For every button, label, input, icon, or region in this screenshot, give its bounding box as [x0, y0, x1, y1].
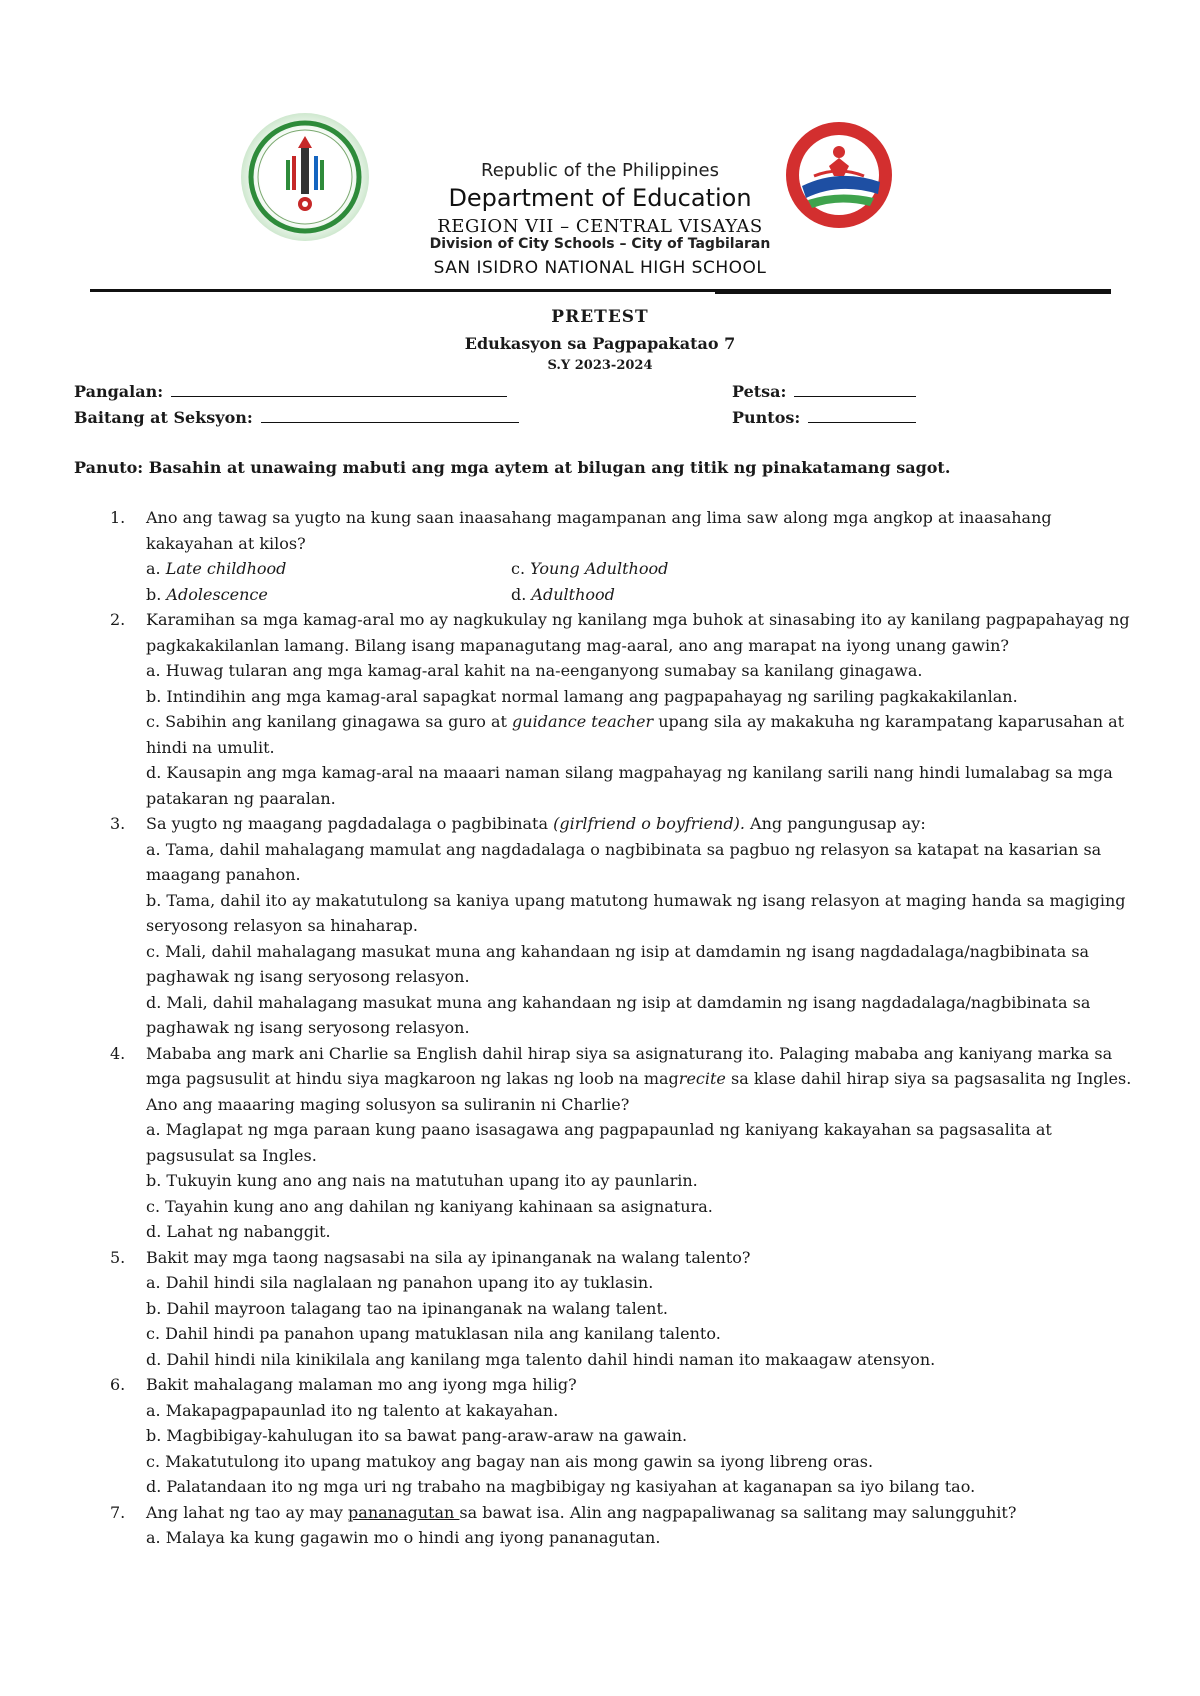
choice-d[interactable]: d. Lahat ng nabanggit. — [146, 1222, 331, 1241]
question-number: 1. — [110, 508, 126, 527]
question-text: Ano ang tawag sa yugto na kung saan inaasahang magampanan ang lima saw along mga angkop at inaasahang kakayahan at kilos? — [146, 508, 1052, 553]
choice-c[interactable]: c. Mali, dahil mahalagang masukat muna ang kahandaan ng isip at damdamin ng isang nagdadalaga/nagbibinata sa paghawak ng isang seryosong relasyon. — [146, 941, 1090, 986]
choice-a[interactable]: a. Tama, dahil mahalagang mamulat ang nagdadalaga o nagbibinata sa pagbuo ng relasyon sa katapat na kasarian sa maagang panahon. — [146, 839, 1102, 884]
division-line: Division of City Schools – City of Tagbilaran — [429, 236, 771, 252]
question-2 — [0, 607, 1200, 811]
region-line: REGION VII – CENTRAL VISAYAS — [437, 216, 763, 237]
exam-title: PRETEST — [551, 307, 649, 327]
question-text: Bakit mahalagang malaman mo ang iyong mga hilig? — [146, 1375, 577, 1394]
grade-section-label: Baitang at Seksyon: — [74, 408, 253, 427]
question-text: Ang lahat ng tao ay may pananagutan sa bawat isa. Alin ang nagpapaliwanag sa salitang may salungguhit? — [146, 1502, 1017, 1522]
choice-b[interactable]: b. Intindihin ang mga kamag-aral sapagkat normal lamang ang pagpapahayag ng sariling pagkakakilanlan. — [146, 686, 1018, 706]
question-6 — [0, 1372, 1200, 1500]
question-1 — [0, 505, 1200, 607]
question-number: 2. — [110, 610, 126, 629]
question-4 — [0, 1041, 1200, 1245]
question-text: Karamihan sa mga kamag-aral mo ay nagkukulay ng kanilang mga buhok at sinasabing ito ay kanilang pagpapahayag ng pagkakakilanlan lamang. Bilang isang mapanagutang mag-aaral, ano ang marapat na iyong unang gawin? — [146, 610, 1130, 655]
choice-d[interactable]: d. Adulthood — [511, 584, 615, 604]
question-text: Mababa ang mark ani Charlie sa English dahil hirap siya sa asignaturang ito. Palaging mababa ang kaniyang marka sa mga pagsusulit at hindu siya magkaroon ng lakas ng loob na magrecite sa klase dahil hirap siya sa pagsasalita ng Ingles. Ano ang maaaring maging solusyon sa suliranin ni Charlie? — [146, 1043, 1132, 1114]
name-input-line[interactable] — [171, 380, 507, 397]
score-field — [732, 406, 916, 427]
choices-grid — [146, 556, 1200, 607]
choice-b[interactable]: b. Tama, dahil ito ay makatutulong sa kaniya upang matutong humawak ng isang relasyon at maging handa sa magiging seryosong relasyon sa hinaharap. — [146, 890, 1126, 935]
choice-c[interactable]: c. Sabihin ang kanilang ginagawa sa guro at guidance teacher upang sila ay makakuha ng karampatang kaparusahan at hindi na umulit. — [146, 712, 1125, 757]
choice-a[interactable]: a. Maglapat ng mga paraan kung paano isasagawa ang pagpapaunlad ng kaniyang kakayahan sa pagsasalita at pagsusulat sa Ingles. — [146, 1120, 1052, 1165]
name-field — [74, 380, 507, 401]
choice-a[interactable]: a. Late childhood — [146, 559, 287, 578]
underlined-word: pananagutan — [348, 1502, 460, 1522]
question-list — [0, 505, 1200, 1551]
date-field — [732, 380, 916, 401]
question-text: Bakit may mga taong nagsasabi na sila ay ipinanganak na walang talento? — [146, 1247, 751, 1267]
choice-b[interactable]: b. Dahil mayroon talagang tao na ipinanganak na walang talent. — [146, 1298, 668, 1318]
choice-d[interactable]: d. Dahil hindi nila kinikilala ang kanilang mga talento dahil hindi naman ito makaagaw atensyon. — [146, 1349, 936, 1369]
choice-c[interactable]: c. Tayahin kung ano ang dahilan ng kaniyang kahinaan sa asignatura. — [146, 1196, 713, 1216]
question-number: 5. — [110, 1247, 126, 1267]
score-input-line[interactable] — [808, 406, 916, 423]
question-number: 6. — [110, 1375, 126, 1394]
instructions: Panuto: Basahin at unawaing mabuti ang mga aytem at bilugan ang titik ng pinakatamang sagot. — [74, 458, 951, 477]
score-label: Puntos: — [732, 408, 801, 427]
choice-a[interactable]: a. Malaya ka kung gagawin mo o hindi ang iyong pananagutan. — [146, 1528, 661, 1547]
choice-c[interactable]: c. Dahil hindi pa panahon upang matuklasan nila ang kanilang talento. — [146, 1324, 721, 1343]
question-5 — [0, 1245, 1200, 1373]
question-text: Sa yugto ng maagang pagdadalaga o pagbibinata (girlfriend o boyfriend). Ang pangungusap ay: — [146, 814, 926, 833]
choice-b[interactable]: b. Magbibigay-kahulugan ito sa bawat pang-araw-araw na gawain. — [146, 1426, 688, 1445]
school-year: S.Y 2023-2024 — [547, 358, 653, 373]
choice-a[interactable]: a. Makapagpapaunlad ito ng talento at kakayahan. — [146, 1400, 559, 1420]
department-line: Department of Education — [448, 184, 752, 212]
choice-b[interactable]: b. Adolescence — [146, 584, 268, 604]
date-input-line[interactable] — [794, 380, 916, 397]
exam-subject: Edukasyon sa Pagpapakatao 7 — [464, 334, 736, 353]
question-number: 3. — [110, 814, 126, 833]
name-label: Pangalan: — [74, 382, 164, 401]
question-number: 7. — [110, 1502, 126, 1522]
date-label: Petsa: — [732, 382, 787, 401]
question-7 — [0, 1500, 1200, 1551]
choice-b[interactable]: b. Tukuyin kung ano ang nais na matutuhan upang ito ay paunlarin. — [146, 1171, 698, 1190]
choice-c[interactable]: c. Young Adulthood — [511, 559, 669, 578]
republic-line: Republic of the Philippines — [481, 160, 719, 181]
grade-section-input-line[interactable] — [261, 406, 519, 423]
question-number: 4. — [110, 1043, 126, 1063]
choice-c[interactable]: c. Makatutulong ito upang matukoy ang bagay nan ais mong gawin sa iyong libreng oras. — [146, 1451, 874, 1471]
choice-d[interactable]: d. Kausapin ang mga kamag-aral na maaari naman silang magpahayag ng kanilang sarili nang hindi lumalabag sa mga patakaran ng paaralan. — [146, 763, 1113, 808]
choice-d[interactable]: d. Mali, dahil mahalagang masukat muna ang kahandaan ng isip at damdamin ng isang nagdadalaga/nagbibinata sa paghawak ng isang seryosong relasyon. — [146, 992, 1091, 1037]
question-3 — [0, 811, 1200, 1041]
choice-a[interactable]: a. Huwag tularan ang mga kamag-aral kahit na na-eenganyong sumabay sa kanilang ginagawa. — [146, 661, 923, 680]
header-divider-accent — [715, 291, 1111, 294]
choice-d[interactable]: d. Palatandaan ito ng mga uri ng trabaho na magbibigay ng kasiyahan at kaganapan sa iyo bilang tao. — [146, 1477, 976, 1496]
school-name: SAN ISIDRO NATIONAL HIGH SCHOOL — [433, 258, 767, 278]
grade-section-field — [74, 406, 519, 427]
choice-a[interactable]: a. Dahil hindi sila naglalaan ng panahon upang ito ay tuklasin. — [146, 1273, 654, 1292]
